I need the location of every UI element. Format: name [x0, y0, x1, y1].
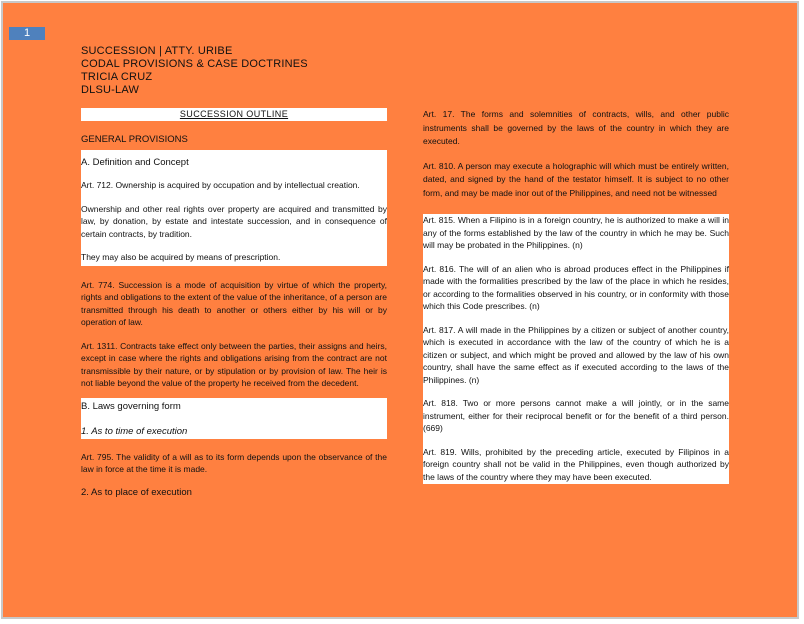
subsection-place-heading: 2. As to place of execution	[81, 486, 192, 498]
right-column	[423, 108, 729, 484]
art-1311-paragraph: Art. 1311. Contracts take effect only between the parties, their assigns and heirs, except in case where the rights and obligations arising from the contract are not transmissible by their nature, or by stipulation or by provision of law. The heir is not liable beyond the value of the property he received from the decedent.	[81, 340, 387, 388]
art-795-paragraph: Art. 795. The validity of a will as to its form depends upon the observance of the law in force at the time it is made.	[81, 451, 387, 474]
page-number-badge: 1	[9, 27, 45, 40]
header-line-subtitle: CODAL PROVISIONS & CASE DOCTRINES	[81, 58, 308, 70]
art-818-paragraph: Art. 818. Two or more persons cannot make a will jointly, or in the same instrument, either for their reciprocal benefit or for the benefit of a third person. (669)	[423, 398, 729, 433]
header-line-author: TRICIA CRUZ	[81, 71, 153, 83]
articles-box	[423, 214, 729, 484]
art-816-paragraph: Art. 816. The will of an alien who is abroad produces effect in the Philippines if made with the formalities prescribed by the law of the place in which he resides, or according to the formalities observed in his country, or in conformity with those which this Code prescribes. (n)	[423, 263, 729, 311]
header-line-school: DLSU-LAW	[81, 84, 140, 96]
laws-governing-box	[81, 398, 387, 439]
general-provisions-heading: GENERAL PROVISIONS	[81, 134, 188, 145]
art-815-paragraph: Art. 815. When a Filipino is in a foreign country, he is authorized to make a will in any of the forms established by the law of the country in which he may be. Such will may be probated in the Philippines. (n)	[423, 215, 729, 250]
art-17-paragraph: Art. 17. The forms and solemnities of contracts, wills, and other public instruments shall be governed by the laws of the country in which they are executed.	[423, 109, 729, 146]
header-line-course: SUCCESSION | ATTY. URIBE	[81, 45, 233, 57]
art-712-paragraph-2: Ownership and other real rights over property are acquired and transmitted by law, by donation, by estate and intestate succession, and in consequence of certain contracts, by tradition.	[81, 203, 387, 239]
art-810-paragraph: Art. 810. A person may execute a holographic will which must be entirely written, dated, and signed by the hand of the testator himself. It is subject to no other form, and may be made inor out of the Philippines, and need not be witnessed	[423, 160, 729, 198]
section-a-heading: A. Definition and Concept	[81, 157, 189, 168]
subsection-time-heading: 1. As to time of execution	[81, 425, 188, 437]
section-b-heading: B. Laws governing form	[81, 400, 181, 412]
art-819-paragraph: Art. 819. Wills, prohibited by the preceding article, executed by Filipinos in a foreign country shall not be valid in the Philippines, even though authorized by the laws of the country where they may have been executed.	[423, 446, 729, 482]
left-column	[81, 108, 387, 499]
art-817-paragraph: Art. 817. A will made in the Philippines by a citizen or subject of another country, which is executed in accordance with the law of the country of which he is a citizen or subject, and which might be proved and allowed by the law of his own country, shall have the same effect as if executed according to the laws of the Philippines. (n)	[423, 324, 729, 385]
document-page	[1, 1, 799, 619]
art-712-paragraph-3: They may also be acquired by means of prescription.	[81, 252, 281, 262]
definition-box	[81, 150, 387, 266]
art-712-paragraph: Art. 712. Ownership is acquired by occupation and by intellectual creation.	[81, 180, 360, 190]
art-774-paragraph: Art. 774. Succession is a mode of acquisition by virtue of which the property, rights and obligations to the extent of the value of the inheritance, of a person are transmitted through his death to another or others either by his will or by operation of law.	[81, 279, 387, 327]
outline-title: SUCCESSION OUTLINE	[81, 108, 387, 121]
document-header	[81, 45, 308, 97]
